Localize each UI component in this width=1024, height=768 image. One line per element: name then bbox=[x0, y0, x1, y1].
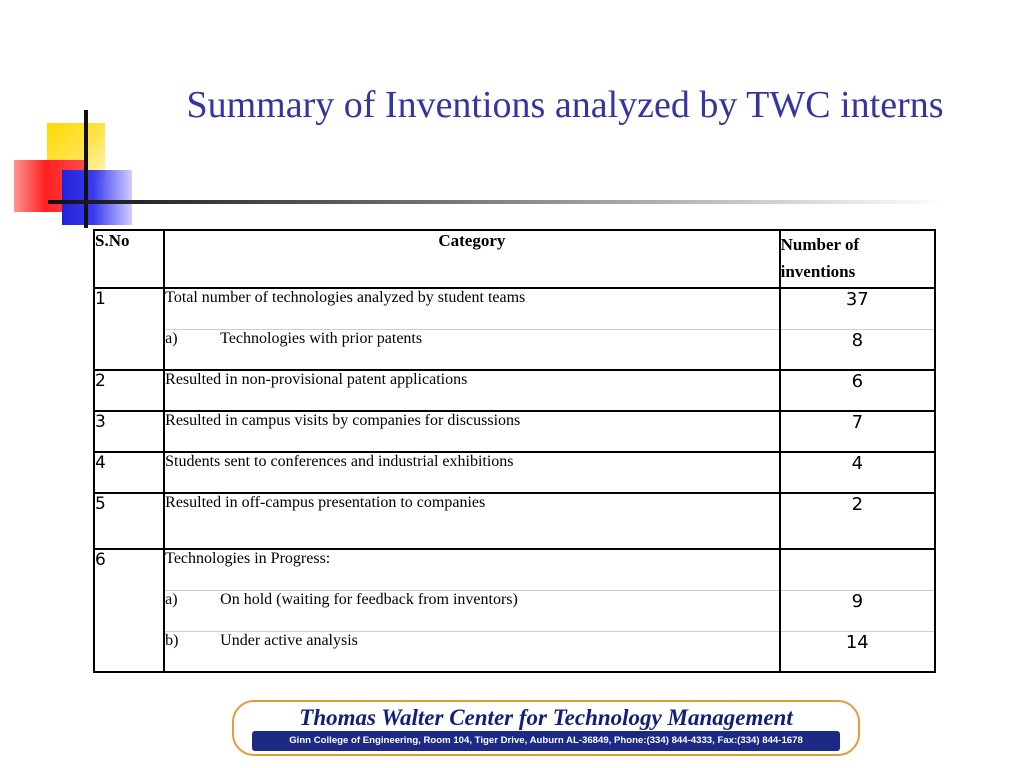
row-sno: 1 bbox=[94, 288, 164, 370]
row-category: Total number of technologies analyzed by student teams bbox=[164, 288, 779, 329]
sub-item-marker: a) bbox=[165, 590, 178, 608]
table-row bbox=[94, 549, 935, 590]
row-category: Resulted in non-provisional patent applications bbox=[164, 370, 779, 411]
table-row bbox=[94, 411, 935, 452]
row-sno: 4 bbox=[94, 452, 164, 493]
summary-table bbox=[93, 229, 936, 673]
row-category: Resulted in off-campus presentation to companies bbox=[164, 493, 779, 549]
table-row bbox=[94, 288, 935, 329]
sub-item-marker: b) bbox=[165, 631, 179, 649]
row-sno: 3 bbox=[94, 411, 164, 452]
header-sno: S.No bbox=[94, 230, 164, 288]
row-number: 2 bbox=[780, 493, 935, 549]
banner-title: Thomas Walter Center for Technology Management bbox=[299, 705, 793, 730]
row-category bbox=[164, 631, 779, 672]
row-number: 8 bbox=[780, 329, 935, 370]
table-subrow bbox=[94, 590, 935, 631]
table-row bbox=[94, 493, 935, 549]
table-subrow bbox=[94, 631, 935, 672]
row-number: 14 bbox=[780, 631, 935, 672]
banner-address: Ginn College of Engineering, Room 104, Tiger Drive, Auburn AL-36849, Phone:(334) 844-4333, Fax:(334) 844-1678 bbox=[252, 731, 840, 751]
row-category bbox=[164, 329, 779, 370]
row-number: 9 bbox=[780, 590, 935, 631]
row-number bbox=[780, 549, 935, 590]
sub-item-marker: a) bbox=[165, 329, 178, 347]
table-row bbox=[94, 452, 935, 493]
header-number: Number of inventions bbox=[780, 230, 935, 288]
row-number: 4 bbox=[780, 452, 935, 493]
row-sno: 2 bbox=[94, 370, 164, 411]
footer-banner bbox=[232, 700, 860, 756]
sub-item-label: Technologies with prior patents bbox=[220, 329, 423, 347]
row-category: Students sent to conferences and industrial exhibitions bbox=[164, 452, 779, 493]
title-divider-line bbox=[48, 200, 948, 204]
row-number: 37 bbox=[780, 288, 935, 329]
row-category bbox=[164, 590, 779, 631]
row-category: Technologies in Progress: bbox=[164, 549, 779, 590]
decorative-blue-square bbox=[62, 170, 132, 225]
row-category: Resulted in campus visits by companies for discussions bbox=[164, 411, 779, 452]
sub-item-label: On hold (waiting for feedback from inventors) bbox=[220, 590, 518, 608]
row-sno: 6 bbox=[94, 549, 164, 672]
slide-title: Summary of Inventions analyzed by TWC interns bbox=[186, 84, 944, 126]
decorative-vertical-line bbox=[84, 110, 88, 228]
header-category: Category bbox=[164, 230, 779, 288]
row-sno: 5 bbox=[94, 493, 164, 549]
table-subrow bbox=[94, 329, 935, 370]
row-number: 6 bbox=[780, 370, 935, 411]
table-row bbox=[94, 370, 935, 411]
table-header-row bbox=[94, 230, 935, 288]
row-number: 7 bbox=[780, 411, 935, 452]
sub-item-label: Under active analysis bbox=[220, 631, 358, 649]
